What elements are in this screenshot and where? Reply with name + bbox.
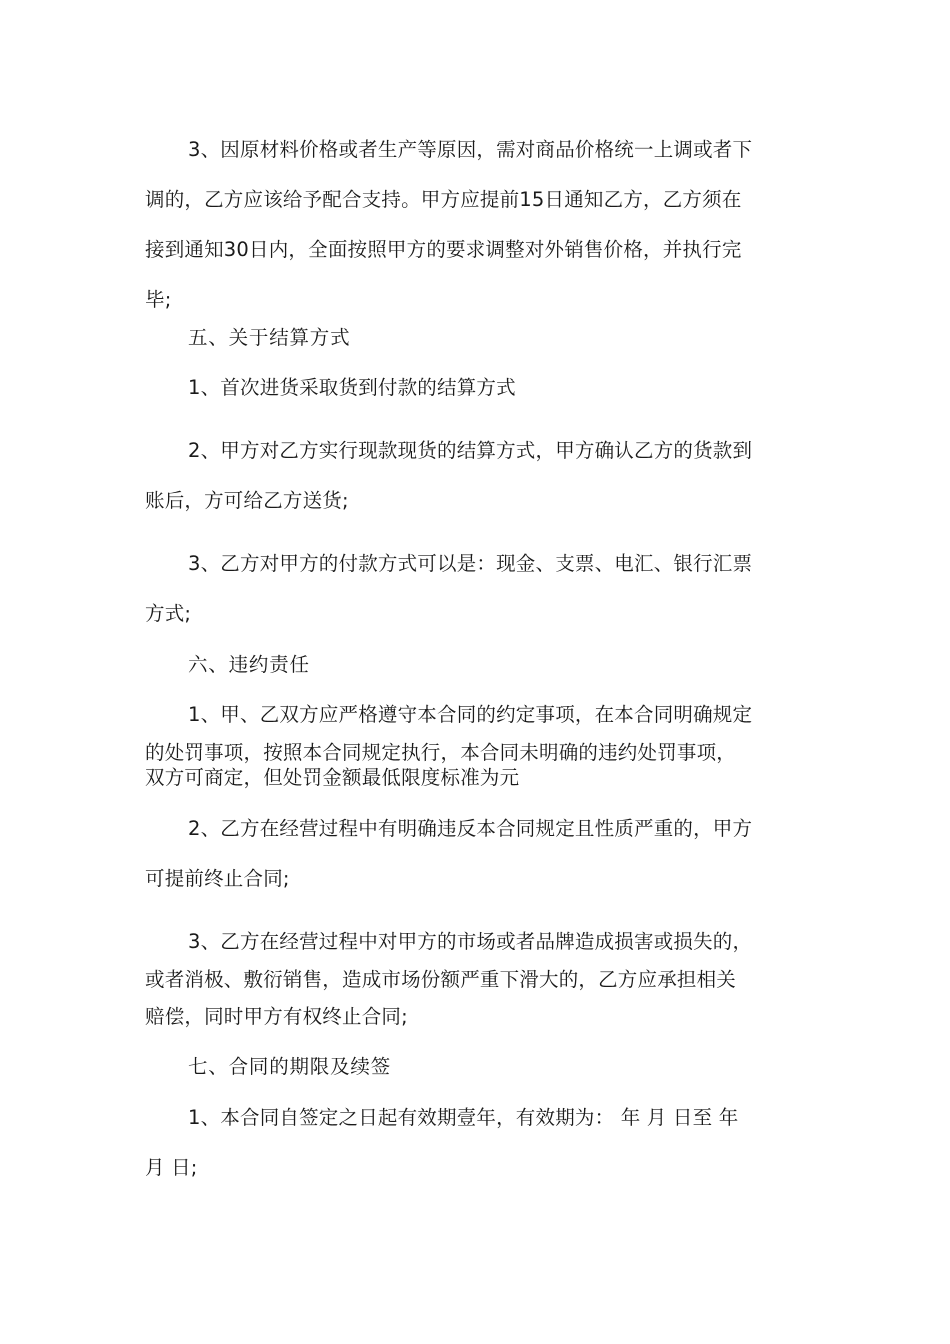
- clause-6-1-line-2: 的处罚事项，按照本合同规定执行，本合同未明确的违约处罚事项，: [145, 741, 737, 764]
- clause-5-2-line-1: 2、甲方对乙方实行现款现货的结算方式，甲方确认乙方的货款到: [188, 439, 753, 462]
- section-6-heading: 六、违约责任: [188, 653, 310, 676]
- clause-7-1-line-1: 1、本合同自签定之日起有效期壹年，有效期为： 年 月 日至 年: [188, 1106, 739, 1129]
- clause-6-2-line-1: 2、乙方在经营过程中有明确违反本合同规定且性质严重的，甲方: [188, 817, 753, 840]
- clause-4-3-line-1: 3、因原材料价格或者生产等原因，需对商品价格统一上调或者下: [188, 138, 753, 161]
- clause-4-3-line-4: 毕;: [145, 288, 172, 311]
- clause-6-2-line-2: 可提前终止合同;: [145, 867, 290, 890]
- clause-6-1-line-1: 1、甲、乙双方应严格遵守本合同的约定事项，在本合同明确规定: [188, 703, 753, 726]
- clause-7-1-line-2: 月 日;: [145, 1156, 198, 1179]
- clause-5-3-line-2: 方式;: [145, 602, 192, 625]
- clause-4-3-line-2: 调的，乙方应该给予配合支持。甲方应提前15日通知乙方，乙方须在: [145, 188, 742, 211]
- section-7-heading: 七、合同的期限及续签: [188, 1055, 392, 1078]
- clause-6-1-line-3: 双方可商定，但处罚金额最低限度标准为元: [145, 766, 520, 789]
- clause-5-1-line-1: 1、首次进货采取货到付款的结算方式: [188, 376, 516, 399]
- clause-6-3-line-3: 赔偿，同时甲方有权终止合同;: [145, 1005, 408, 1028]
- clause-4-3-line-3: 接到通知30日内，全面按照甲方的要求调整对外销售价格，并执行完: [145, 238, 742, 261]
- section-5-heading: 五、关于结算方式: [188, 326, 351, 349]
- clause-5-2-line-2: 账后，方可给乙方送货;: [145, 489, 349, 512]
- clause-6-3-line-1: 3、乙方在经营过程中对甲方的市场或者品牌造成损害或损失的，: [188, 930, 753, 953]
- clause-5-3-line-1: 3、乙方对甲方的付款方式可以是：现金、支票、电汇、银行汇票: [188, 552, 753, 575]
- clause-6-3-line-2: 或者消极、敷衍销售，造成市场份额严重下滑大的，乙方应承担相关: [145, 968, 737, 991]
